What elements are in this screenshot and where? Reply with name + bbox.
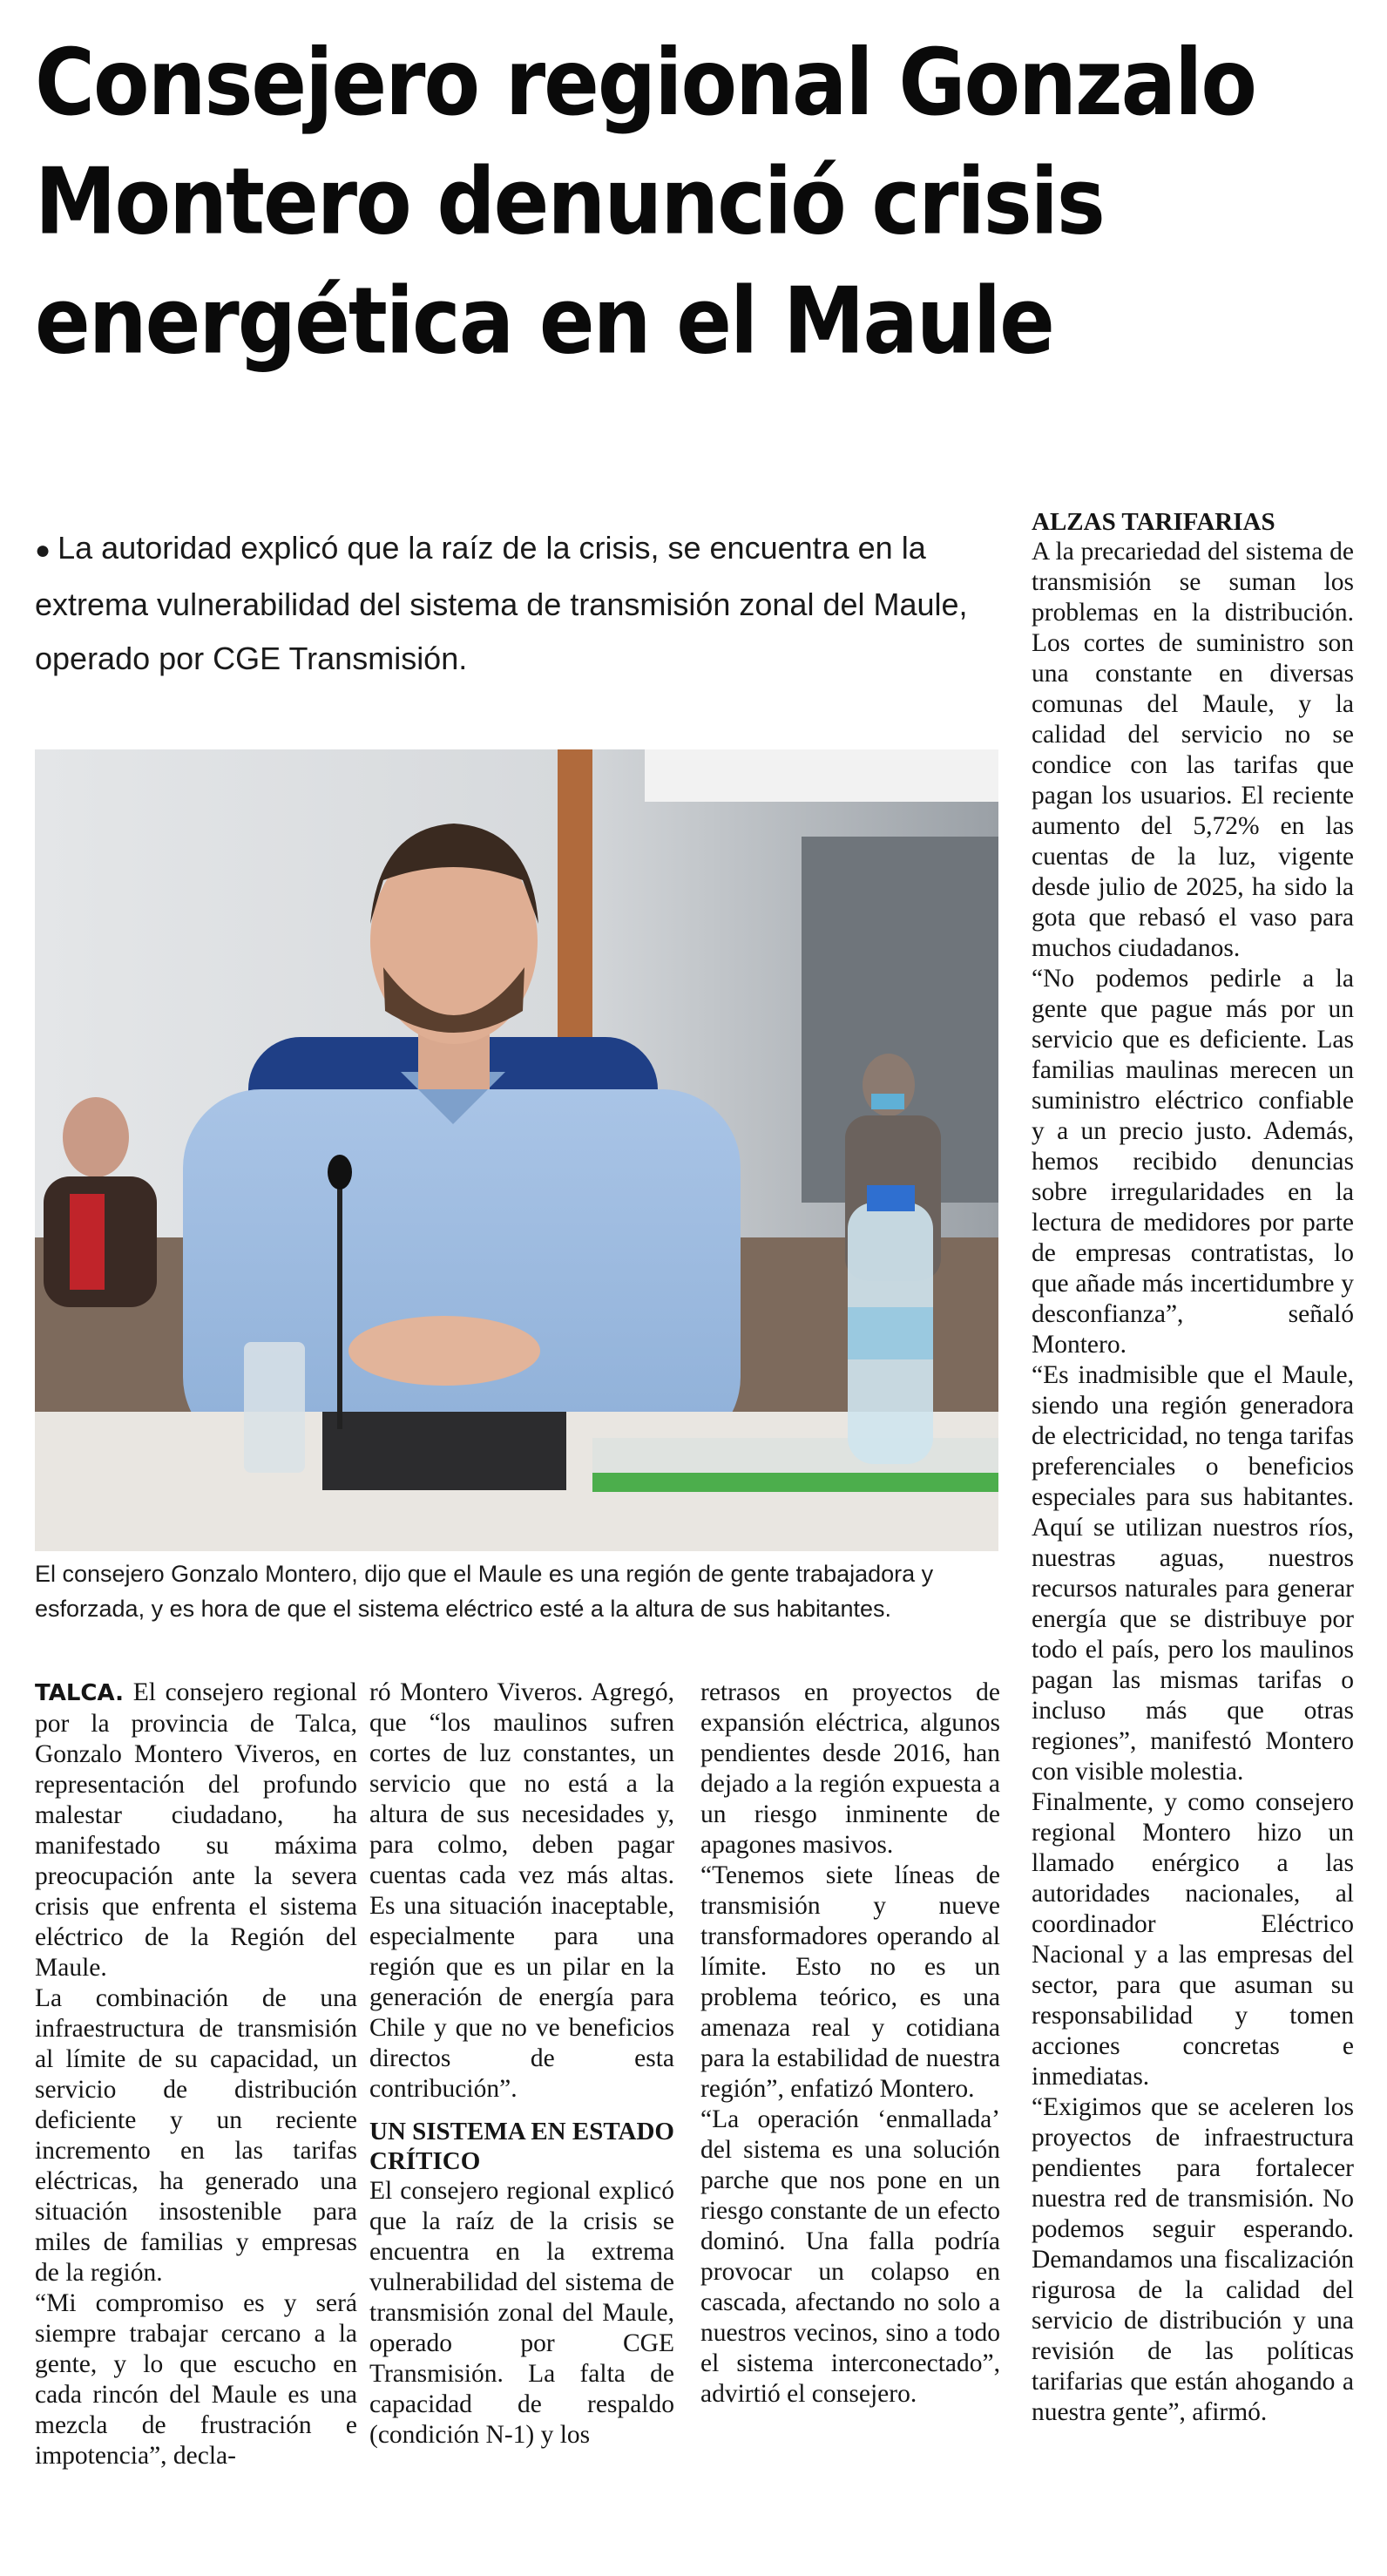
article-column-2 bbox=[369, 1678, 674, 2451]
lead-text: La autoridad explicó que la raíz de la crisis, se encuentra en la extrema vulnerabilidad del sistema de transmisión zonal del Maule, operado por CGE Transmisión. bbox=[35, 530, 968, 676]
headline: Consejero regional Gonzalo Montero denunció crisis energética en el Maule bbox=[35, 30, 1255, 376]
article-paragraph: retrasos en proyectos de expansión eléctrica, algunos pendientes desde 2016, han dejado a la región expuesta a un riesgo inminente de apagones masivos. bbox=[700, 1678, 1000, 1859]
article-paragraph: “Es inadmisible que el Maule, siendo una región generadora de electricidad, no tenga tarifas preferenciales o beneficios especiales para sus habitantes. Aquí se utilizan nuestros ríos, nuestras aguas, nuestros recursos naturales para generar energía que se distribuye por todo el país, pero los maulinos pagan las mismas tarifas o incluso más que otras regiones”, manifestó Montero con visible molestia. bbox=[1032, 1361, 1354, 1786]
bullet-icon: ● bbox=[35, 536, 51, 565]
article-paragraph: A la precariedad del sistema de transmisión se suman los problemas en la distribución. Los cortes de suministro son una constante en diversas comunas del Maule, y la calidad del servicio no se condice con las tarifas que pagan los usuarios. El reciente aumento del 5,72% en las cuentas de la luz, vigente desde julio de 2025, ha sido la gota que rebasó el vaso para muchos ciudadanos. bbox=[1032, 538, 1354, 962]
article-photo bbox=[35, 749, 998, 1551]
article-paragraph: El consejero regional explicó que la raíz de la crisis se encuentra en la extrema vulnerabilidad del sistema de transmisión zonal del Maule, operado por CGE Transmisión. La falta de capacidad de respaldo (condición N-1) y los bbox=[369, 2177, 674, 2449]
lead-paragraph bbox=[35, 521, 976, 686]
article-column-4 bbox=[1032, 507, 1354, 2428]
article-paragraph: “Mi compromiso es y será siempre trabajar cercano a la gente, y lo que escucho en cada rincón del Maule es una mezcla de frustración e impotencia”, decla- bbox=[35, 2289, 357, 2470]
dateline: TALCA. bbox=[35, 1680, 124, 1706]
article-paragraph: “No podemos pedirle a la gente que pague más por un servicio que es deficiente. Las familias maulinas merecen un suministro eléctrico confiable y a un precio justo. Además, hemos recibido denuncias sobre irregularidades en la lectura de medidores por parte de empresas contratistas, lo que añade más incertidumbre y desconfianza”, señaló Montero. bbox=[1032, 965, 1354, 1359]
article-paragraph: Finalmente, y como consejero regional Montero hizo un llamado enérgico a las autoridades nacionales, al coordinador Eléctrico Nacional y a las empresas del sector, para que asuman su responsabilidad y tomen acciones concretas e inmediatas. bbox=[1032, 1788, 1354, 2091]
article-column-1 bbox=[35, 1678, 357, 2471]
article-paragraph: TALCA. El consejero regional por la provincia de Talca, Gonzalo Montero Viveros, en representación del profundo malestar ciudadano, ha manifestado su máxima preocupación ante la severa crisis que enfrenta el sistema eléctrico de la Región del Maule. bbox=[35, 1678, 358, 1982]
article-paragraph: “Exigimos que se aceleren los proyectos de infraestructura pendientes para fortalecer nuestra red de transmisión. No podemos seguir esperando. Demandamos una fiscalización rigurosa de la calidad del servicio de distribución y una revisión de las políticas tarifarias que están ahogando a nuestra gente”, afirmó. bbox=[1032, 2093, 1354, 2426]
photo-caption: El consejero Gonzalo Montero, dijo que el Maule es una región de gente trabajadora y esforzada, y es hora de que el sistema eléctrico esté a la altura de sus habitantes. bbox=[35, 1561, 934, 1622]
article-paragraph: “Tenemos siete líneas de transmisión y nueve transformadores operando al límite. Esto no es un problema teórico, es una amenaza real y cotidiana para la estabilidad de nuestra región”, enfatizó Montero. bbox=[700, 1861, 1000, 2103]
article-column-3 bbox=[700, 1678, 1000, 2410]
article-paragraph: “La operación ‘enmallada’ del sistema es una solución parche que nos pone en un riesgo constante de un efecto dominó. Una falla podría provocar un colapso en cascada, afectando no solo a nuestros vecinos, sino a todo el sistema interconectado”, advirtió el consejero. bbox=[700, 2105, 1000, 2408]
subheading: UN SISTEMA EN ESTADO CRÍTICO bbox=[369, 2118, 674, 2175]
subheading: ALZAS TARIFARIAS bbox=[1032, 508, 1275, 536]
article-paragraph: La combinación de una infraestructura de transmisión al límite de su capacidad, un servicio de distribución deficiente y un reciente incremento en las tarifas eléctricas, ha generado una situación insostenible para miles de familias y empresas de la región. bbox=[35, 1984, 357, 2287]
article-paragraph: ró Montero Viveros. Agregó, que “los maulinos sufren cortes de luz constantes, un servicio que no está a la altura de sus necesidades y, para colmo, deben pagar cuentas cada vez más altas. Es una situación inaceptable, especialmente para una región que es un pilar en la generación de energía para Chile y que no ve beneficios directos de esta contribución”. bbox=[369, 1678, 674, 2103]
